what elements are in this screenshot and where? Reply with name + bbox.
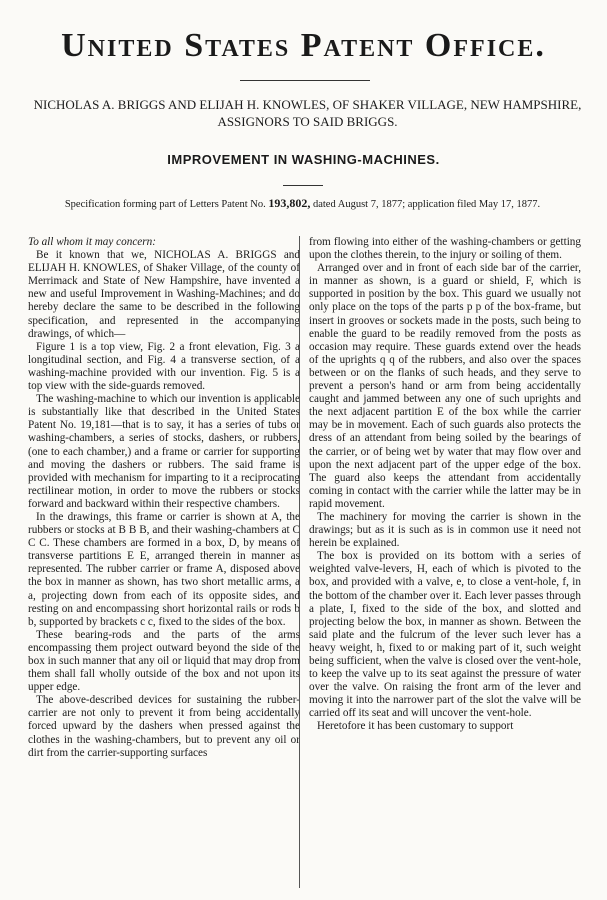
- paragraph: Figure 1 is a top view, Fig. 2 a front elevation, Fig. 3 a longitudinal section, and Fig. 4 a transverse section, of a washing-machine provided with our invention. Fig. 5 is a top view with the side-guards removed.: [28, 340, 300, 393]
- patent-title: IMPROVEMENT IN WASHING-MACHINES.: [167, 152, 440, 167]
- paragraph: The box is provided on its bottom with a series of weighted valve-levers, H, each of which is pivoted to the box, and provided with a valve, e, to close a vent-hole, f, in the bottom of the chamber over it. Each lever passes through a plate, I, fixed to the side of the box, and slotted and projecting below the box, in manner as shown. Between the said plate and the fulcrum of the lever such lever has a heavy weight, h, fixed to or making part of it, such weight being sufficient, when the valve is closed over the vent-hole, to keep the valve up to its seat against the pressure of water over the valve. On raising the front arm of the lever and moving it into the narrower part of the slot the valve will be carried off its seat and will uncover the vent-hole.: [309, 550, 581, 720]
- title-rule: [283, 185, 323, 186]
- paragraph: Arranged over and in front of each side bar of the carrier, in manner as shown, is a guard or shield, F, which is supported in position by the box. This guard we usually not only place on the tops of the parts p p of the box-frame, but insert in grooves or sockets made in the posts, such being to enable the guard to be readily removed from the posts as occasion may require. These guards extend over the heads of the uprights q q of the rubbers, and also over the spaces between or on the flanks of such heads, and they serve to prevent a person's hand or arm from being accidentally caught and jammed between any one of such uprights and the next adjacent partition E of the box while the carrier may be in movement. Each of such guards also protects the dress of an attendant from being soiled by the bearings of the carrier, or of being wet by water that may flow over and upon the next adjacent part of the upper edge of the box. The guard also keeps the attendant from accidentally coming in contact with the carrier while the latter may be in rapid movement.: [309, 262, 581, 510]
- right-column: [309, 236, 581, 734]
- paragraph: The washing-machine to which our invention is applicable is substantially like that described in the United States Patent No. 19,181—that is to say, it has a series of tubs or washing-chambers, a series of stocks, dashers, or rubbers, (one to each chamber,) and a frame or carrier for supporting and moving the dashers or rubbers. The said frame is provided with mechanism for imparting to it a reciprocating rectilinear motion, in order to move the rubbers or stocks forward and backward within their respective chambers.: [28, 393, 300, 510]
- paragraph: Heretofore it has been customary to support: [317, 720, 514, 733]
- paragraph: In the drawings, this frame or carrier is shown at A, the rubbers or stocks at B B B, and their washing-chambers at C C C. These chambers are formed in a box, D, by means of transverse partitions E E, arranged therein in manner as represented. The rubber carrier or frame A, disposed above the box in manner as shown, has two short metallic arms, a a, projecting down from each of its opposite sides, and resting on and encompassing short horizontal rails or rods b b, supported by brackets c c, fixed to the sides of the box.: [28, 510, 300, 628]
- patent-number: 193,802,: [268, 196, 311, 210]
- patent-office-heading: United States Patent Office.: [61, 27, 546, 64]
- paragraph: from flowing into either of the washing-chambers or getting upon the clothes therein, to the injury or soiling of them.: [309, 236, 581, 262]
- salutation: To all whom it may concern:: [28, 236, 156, 248]
- header-rule: [240, 80, 370, 81]
- paragraph: Be it known that we, NICHOLAS A. BRIGGS and ELIJAH H. KNOWLES, of Shaker Village, of the county of Merrimack and State of New Hampshire, have invented a new and useful Improvement in Washing-Machines; and do hereby declare the same to be described in the following specification, and represented in the accompanying drawings, of which—: [28, 249, 300, 340]
- paragraph: The machinery for moving the carrier is shown in the drawings; but as it is such as is in common use it need not herein be explained.: [309, 510, 581, 550]
- spec-suffix: dated August 7, 1877; application filed May 17, 1877.: [312, 199, 541, 210]
- specification-line: [30, 196, 575, 212]
- inventors-line: NICHOLAS A. BRIGGS AND ELIJAH H. KNOWLES, OF SHAKER VILLAGE, NEW HAMPSHIRE, ASSIGNORS TO SAID BRIGGS.: [33, 97, 582, 129]
- spec-prefix: Specification forming part of Letters Patent No.: [64, 199, 266, 210]
- paragraph: The above-described devices for sustaining the rubber-carrier are not only to prevent it from being accidentally forced upward by the dashers when pressed against the clothes in the washing-chambers, but to prevent any oil or dirt from the carrier-supporting surfaces: [28, 694, 300, 759]
- paragraph: These bearing-rods and the parts of the arms encompassing them project outward beyond the side of the box in such manner that any oil or liquid that may drop from them shall fall wholly outside of the box and not upon its upper edge.: [28, 628, 300, 694]
- column-divider: [299, 236, 300, 888]
- left-column: [28, 236, 300, 760]
